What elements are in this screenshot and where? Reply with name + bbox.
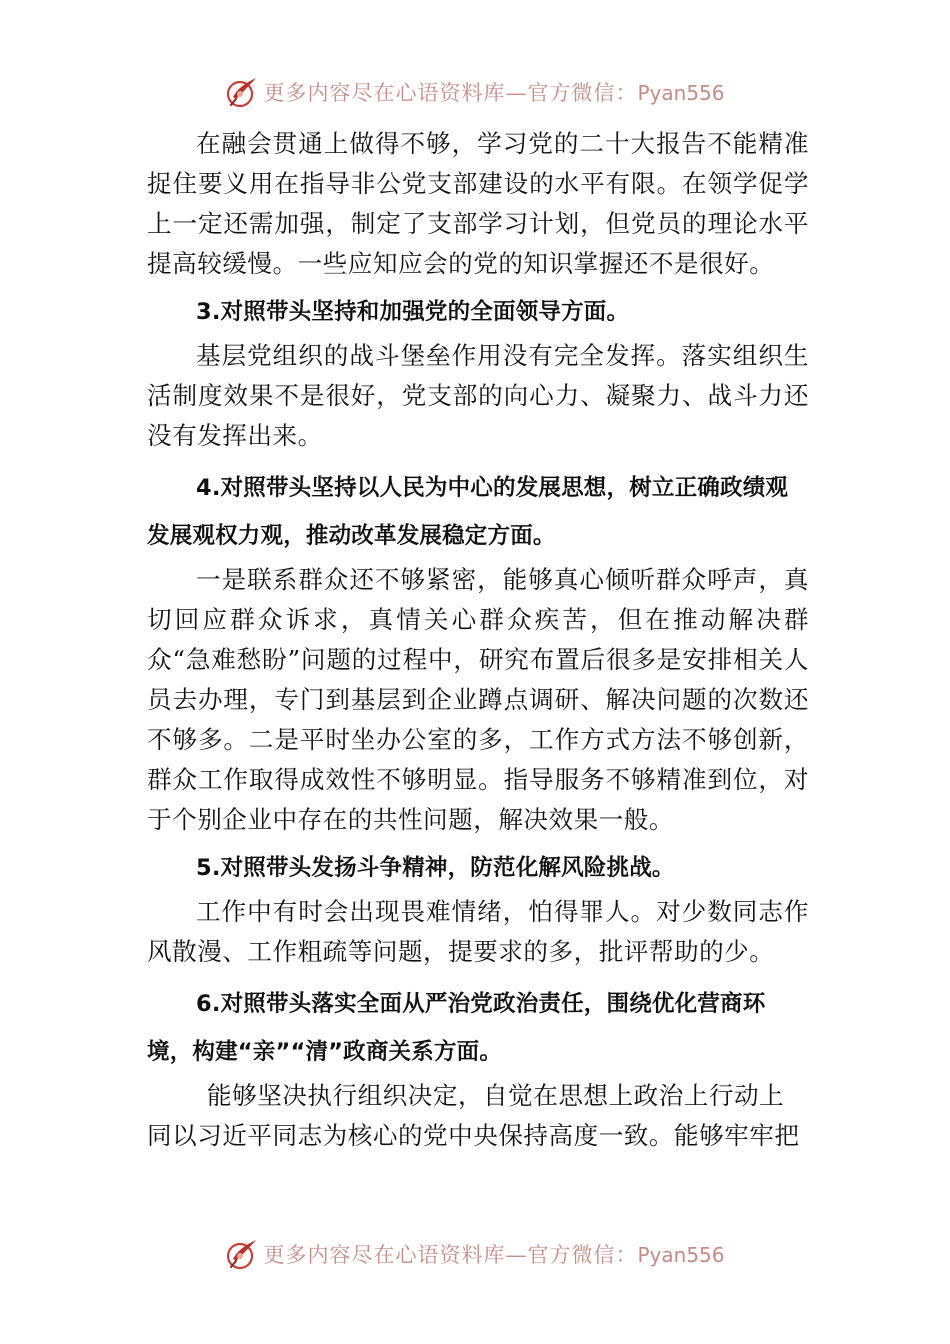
paragraph: 一是联系群众还不够紧密，能够真心倾听群众呼声，真切回应群众诉求，真情关心群众疾苦，但在推动解决群众“急难愁盼”问题的过程中，研究布置后很多是安排相关人员去办理，专门到基层到企业蹲点调研、解决问题的次数还不够多。二是平时坐办公室的多，工作方式方法不够创新，群众工作取得成效性不够明显。指导服务不够精准到位，对于个别企业中存在的共性问题，解决效果一般。 — [147, 565, 809, 834]
quill-logo-icon — [225, 75, 259, 109]
paragraph: 工作中有时会出现畏难情绪，怕得罪人。对少数同志作风散漫、工作粗疏等问题，提要求的多，批评帮助的少。 — [147, 897, 809, 966]
paragraph: 基层党组织的战斗堡垒作用没有完全发挥。落实组织生活制度效果不是很好，党支部的向心力、凝聚力、战斗力还没有发挥出来。 — [147, 341, 809, 450]
section-heading: 3.对照带头坚持和加强党的全面领导方面。 — [196, 299, 630, 325]
footer-watermark — [0, 1232, 950, 1276]
header-watermark — [0, 70, 950, 114]
watermark-text: 更多内容尽在心语资料库—官方微信：Pyan556 — [263, 81, 725, 105]
quill-logo-icon — [225, 1237, 259, 1271]
section-heading: 4.对照带头坚持以人民为中心的发展思想，树立正确政绩观发展观权力观，推动改革发展稳定方面。 — [147, 475, 789, 549]
section-heading: 6.对照带头落实全面从严治党政治责任，围绕优化营商环境，构建“亲”“清”政商关系方面。 — [147, 991, 766, 1065]
document-body — [147, 124, 809, 1156]
paragraph: 在融会贯通上做得不够，学习党的二十大报告不能精准捉住要义用在指导非公党支部建设的水平有限。在领学促学上一定还需加强，制定了支部学习计划，但党员的理论水平提高较缓慢。一些应知应会的党的知识掌握还不是很好。 — [147, 129, 809, 278]
watermark-text: 更多内容尽在心语资料库—官方微信：Pyan556 — [263, 1243, 725, 1267]
paragraph: 能够坚决执行组织决定，自觉在思想上政治上行动上同以习近平同志为核心的党中央保持高度一致。能够牢牢把 — [147, 1081, 800, 1150]
section-heading: 5.对照带头发扬斗争精神，防范化解风险挑战。 — [196, 855, 675, 881]
